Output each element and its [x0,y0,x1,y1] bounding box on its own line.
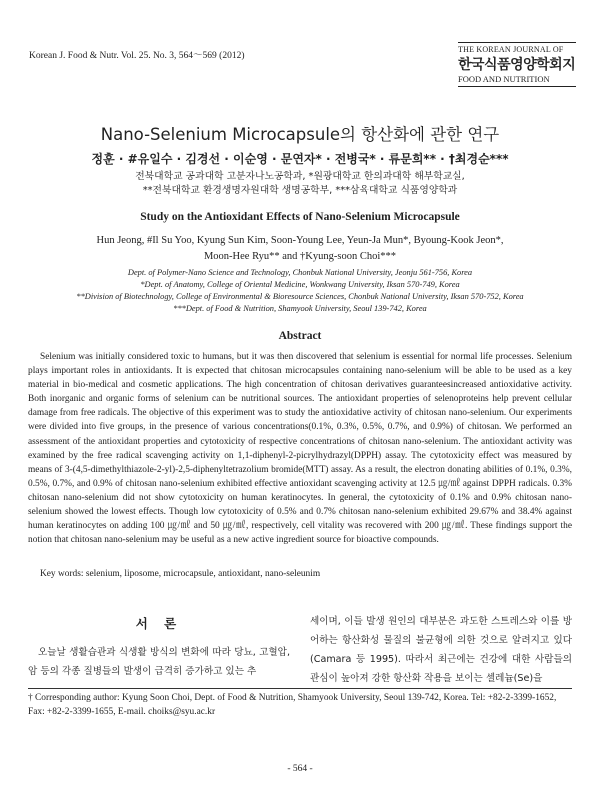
affiliation-korean-1: 전북대학교 공과대학 고분자나노공학과, *원광대학교 한의과대학 해부학교실, [135,171,465,182]
journal-box-rule-top [458,42,576,43]
abstract-heading: Abstract [278,330,322,342]
affiliation-korean-2: **전북대학교 환경생명자원대학 생명공학부, ***삼육대학교 식품영양학과 [142,185,458,196]
journal-title-box [458,40,576,89]
authors-korean: 정훈 · #유일수 · 김경선 · 이순영 · 문연자* · 전병국* · 류문희** · †최경순*** [91,152,509,166]
keywords: Key words: selenium, liposome, microcapsule, antioxidant, nano-seleunim [40,569,321,579]
journal-reference: Korean J. Food & Nutr. Vol. 25. No. 3, 564～569 (2012) [29,51,245,61]
section-heading-introduction: 서 론 [135,616,183,631]
intro-text-left-column: 오늘날 생활습관과 식생활 방식의 변화에 따라 당뇨, 고혈압, 암 등의 각종 질병들의 발생이 급격히 증가하고 있는 추 [28,647,290,677]
page-number: - 564 - [287,764,313,774]
footnote-divider [28,688,572,689]
paper-title-korean: Nano-Selenium Microcapsule의 항산화에 관한 연구 [100,125,500,144]
affiliation-english-2: *Dept. of Anatomy, College of Oriental Medicine, Wonkwang University, Iksan 570-749, Korea [140,280,460,289]
journal-box-line1: THE KOREAN JOURNAL OF [458,45,564,54]
affiliation-english-1: Dept. of Polymer-Nano Science and Technology, Chonbuk National University, Jeonju 561-756, Korea [127,268,473,277]
corresponding-author-footnote: † Corresponding author: Kyung Soon Choi, Dept. of Food & Nutrition, Shamyook University, Seoul 139-742, Korea. Tel: +82-2-3399-1652, Fax: +82-2-3399-1655, E-mail. choiks@syu.ac.kr [28,693,557,717]
intro-text-right-column: 세이며, 이들 발생 원인의 대부분은 과도한 스트레스와 이를 방어하는 항산화성 물질의 불균형에 의한 것으로 알려지고 있다(Camara 등 1995). 따라서 최근에는 건강에 대한 사람들의 관심이 높아져 강한 항산화 작용을 보이는 셀레늄(Se)을 [310,616,572,684]
abstract-body: Selenium was initially considered toxic to humans, but it was then discovered that selenium is essential for normal life processes. Selenium plays important roles in antioxidants. It is expected that chitosan microcapsules containing nano-selenium will be able to be used as a key material in bio-medical and cosmetic applications. The high concentration of chitosan derivatives guaranteesincreased antioxidative activity. Both inorganic and organic forms of selenium can be nutritional sources. The antioxidant properties of selenoproteins help prevent cellular damage from free radicals. The objective of this experiment was to study the antioxidative activity of chitosan nano-selenium. Our experiments were divided into five groups, in the presence of various concentrations(0.1%, 0.3%, 0.5%, 0.7%, and 0.9%) of chitosan. We performed an assessment of the antioxidant properties and cytotoxicity of respective concentrations of chitosan nano-selenium. The antioxidant activity was examined by the free radical scavenging activity on 1,1-diphenyl-2-picrylhydrazyl(DPPH) assay. The cytotoxicity effect was measured by means of 3-(4,5-dimethylthiazole-2-yl)-2,5-diphenyltetrazolium bromide(MTT) assay. As a result, the electron donating abilities of 0.1%, 0.3%, 0.5%, 0.7%, and 0.9% of chitosan nano-selenium exhibited effective antioxidant scavenging activity at 12.5 ㎍/㎖ against DPPH radicals. 0.3% chitosan nano-selenium did not show cytotoxicity on human keratinocytes. In general, the cytotoxicity of 0.1% and 0.9% chitosan nano-selenium showed the lowest effects. Though low cytotoxicity of 0.5% and 0.7% chitosan nano-selenium exhibited 29.67% and 38.4% against human keratinocytes on adding 100 ㎍/㎖ and 50 ㎍/㎖, respectively, cell vitality was recovered with 200 ㎍/㎖. These findings support the notion that chitosan nano-selenium may be useful as a new active ingredient source for bioactive compounds. [28,352,572,546]
paper-title-english: Study on the Antioxidant Effects of Nano-Selenium Microcapsule [140,211,460,223]
journal-box-rule-bottom [458,86,576,87]
journal-box-line3: FOOD AND NUTRITION [458,74,550,84]
affiliation-english-4: ***Dept. of Food & Nutrition, Shamyook University, Seoul 139-742, Korea [173,304,427,313]
authors-english-2: Moon-Hee Ryu** and †Kyung-soon Choi*** [203,251,397,262]
journal-box-line2: 한국식품영양학회지 [458,57,576,73]
authors-english-1: Hun Jeong, #Il Su Yoo, Kyung Sun Kim, Soon-Young Lee, Yeun-Ja Mun*, Byoung-Kook Jeon*, [96,235,504,246]
affiliation-english-3: **Division of Biotechnology, College of Environmental & Bioresource Sciences, Chonbuk National University, Iksan 570-752, Korea [76,292,524,301]
